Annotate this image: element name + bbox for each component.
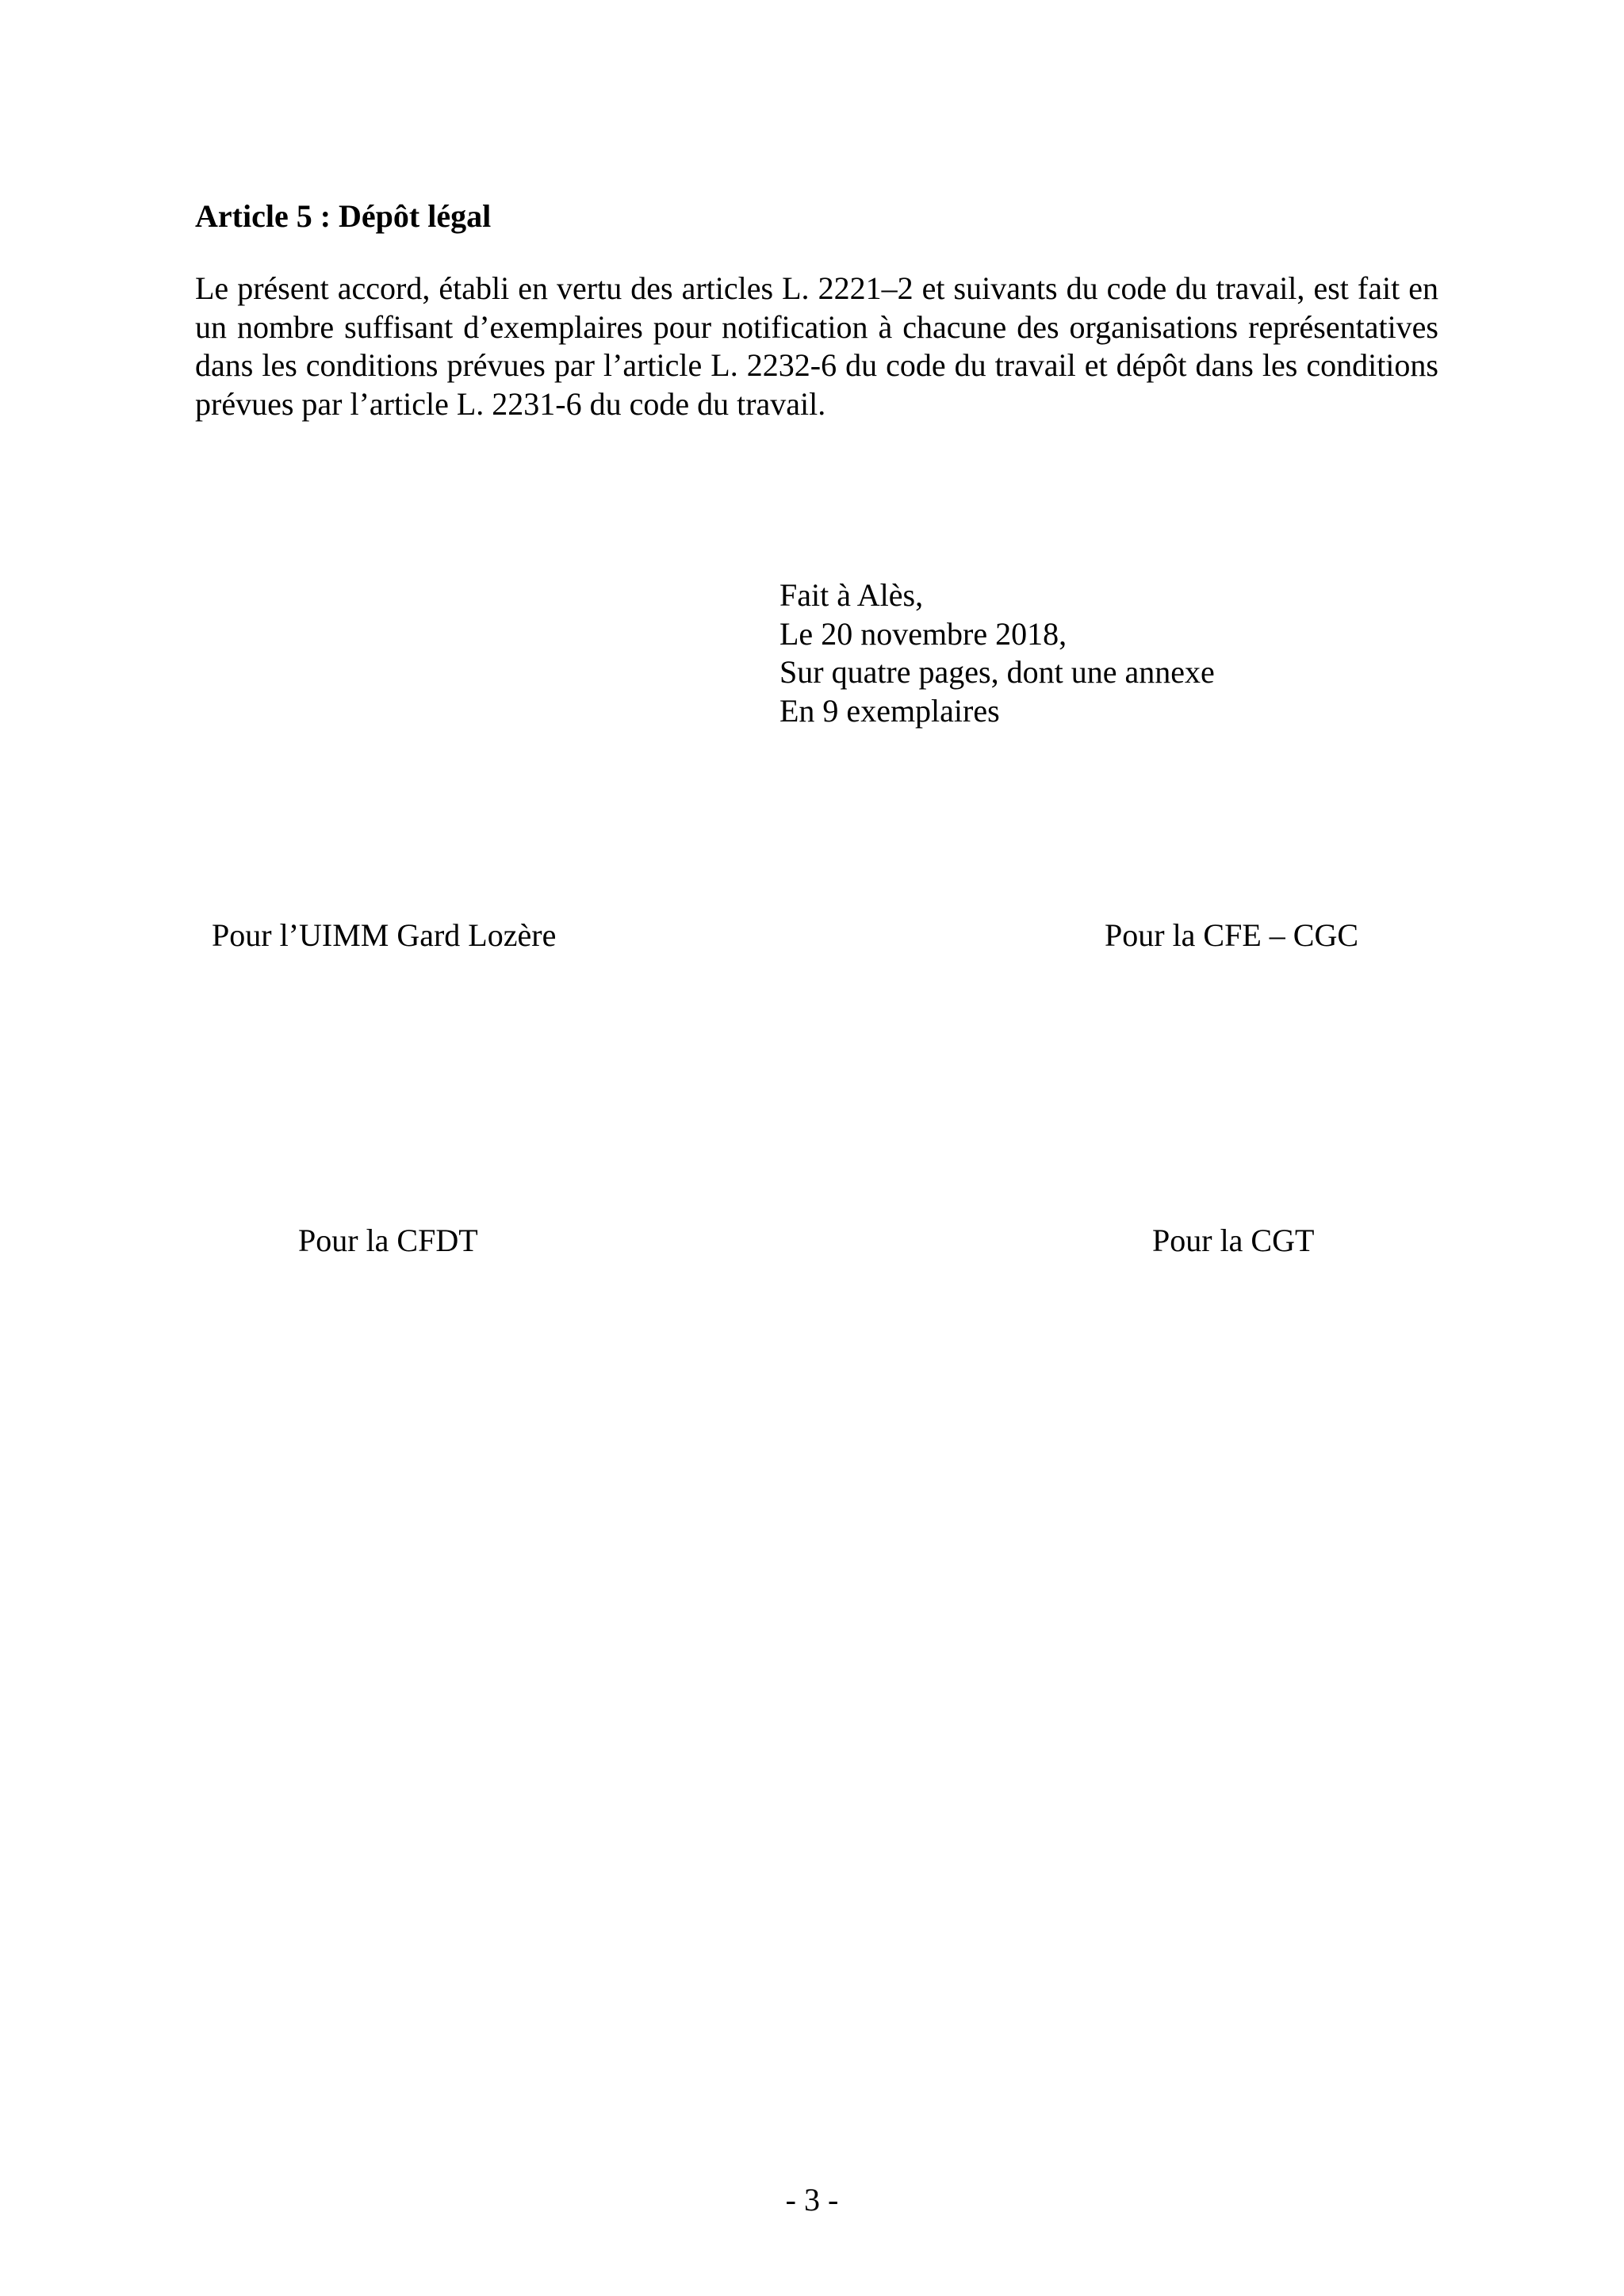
signing-pages: Sur quatre pages, dont une annexe: [779, 654, 1215, 690]
signing-place: Fait à Alès,: [779, 577, 924, 613]
signing-date: Le 20 novembre 2018,: [779, 615, 1067, 652]
page-number: - 3 -: [785, 2182, 839, 2218]
signatory-cgt: Pour la CGT: [1152, 1223, 1315, 1258]
article-body: Le présent accord, établi en vertu des articles L. 2221–2 et suivants du code du travail, est fait en un nombre suffisant d’exemplaires pour notification à chacune des organisations représentatives dans les conditions prévues par l’article L. 2232-6 du code du travail et dépôt dans les conditions prévues par l’article L. 2231-6 du code du travail.: [195, 270, 1438, 422]
signatory-uimm: Pour l’UIMM Gard Lozère: [212, 917, 557, 953]
signatory-cfe-cgc: Pour la CFE – CGC: [1105, 917, 1359, 953]
signatory-cfdt: Pour la CFDT: [298, 1223, 478, 1258]
signing-block: [779, 576, 1215, 730]
signing-copies: En 9 exemplaires: [779, 692, 1000, 729]
article-heading: Article 5 : Dépôt légal: [195, 198, 492, 234]
